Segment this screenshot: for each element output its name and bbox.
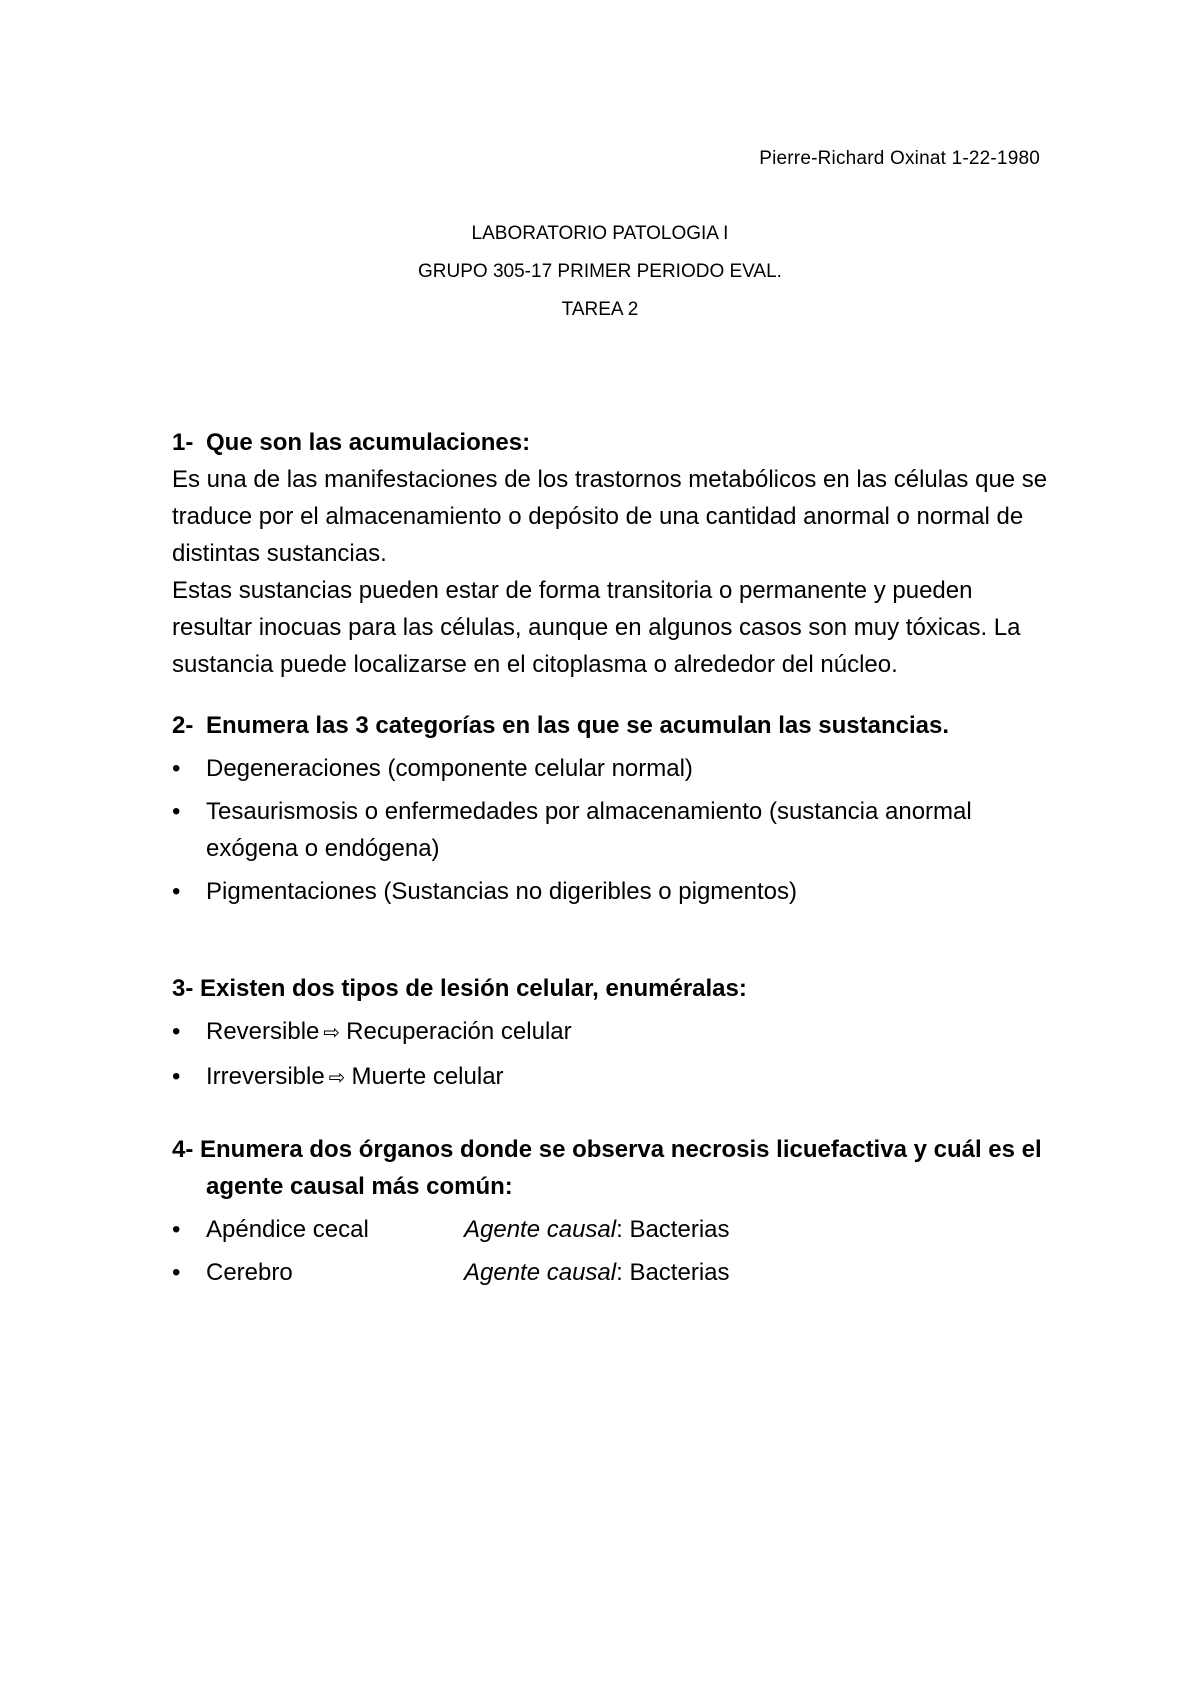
- organ-name: Cerebro: [206, 1259, 293, 1286]
- question-2-list: [172, 750, 1052, 910]
- arrow-right-icon: ⇨: [328, 1067, 346, 1089]
- question-2-number: 2-: [172, 712, 194, 739]
- list-item: [172, 1211, 1052, 1248]
- question-2-title: [172, 707, 1052, 744]
- bullet-icon: •: [172, 755, 181, 782]
- question-4-title: 4- Enumera dos órganos donde se observa necrosis licuefactiva y cuál es el agente causal más común:: [172, 1136, 1042, 1200]
- agent-value: Bacterias: [629, 1259, 730, 1286]
- question-1-answer-paragraph-2: Estas sustancias pueden estar de forma transitoria o permanente y pueden resultar inocuas para las células, aunque en algunos casos son muy tóxicas. La sustancia puede localizarse en el citoplasma o alrededor del núcleo.: [172, 577, 1021, 678]
- agent-separator: :: [616, 1259, 630, 1286]
- author-line: Pierre-Richard Oxinat 1-22-1980: [759, 148, 1040, 169]
- bullet-icon: •: [172, 1259, 181, 1286]
- list-item-text: Degeneraciones (componente celular normal): [206, 755, 693, 782]
- question-1-answer-paragraph-1: Es una de las manifestaciones de los trastornos metabólicos en las células que se traduce por el almacenamiento o depósito de una cantidad anormal o normal de distintas sustancias.: [172, 466, 1048, 567]
- lesion-type: Irreversible: [206, 1063, 325, 1090]
- question-1-text: Que son las acumulaciones:: [206, 429, 531, 456]
- list-item: [172, 750, 1052, 787]
- agent-separator: :: [616, 1216, 630, 1243]
- list-item: [172, 873, 1052, 910]
- assignment-title: TAREA 2: [561, 299, 639, 320]
- arrow-right-icon: ⇨: [323, 1022, 341, 1044]
- list-item: [172, 1013, 1052, 1052]
- agent-label: Agente causal: [464, 1216, 617, 1243]
- bullet-icon: •: [172, 878, 181, 905]
- question-1-title: [172, 424, 1052, 461]
- bullet-icon: •: [172, 1063, 181, 1090]
- lesion-type: Reversible: [206, 1018, 320, 1045]
- document-body: [172, 424, 1052, 1297]
- question-1: [172, 424, 1052, 683]
- question-1-number: 1-: [172, 429, 194, 456]
- question-3-list: [172, 1013, 1052, 1097]
- bullet-icon: •: [172, 1018, 181, 1045]
- question-2: [172, 707, 1052, 910]
- list-item-text: Tesaurismosis o enfermedades por almacenamiento (sustancia anormal exógena o endógena): [206, 798, 972, 862]
- question-2-text: Enumera las 3 categorías en las que se acumulan las sustancias.: [206, 712, 950, 739]
- group-title: GRUPO 305-17 PRIMER PERIODO EVAL.: [418, 261, 782, 282]
- course-title: LABORATORIO PATOLOGIA I: [471, 223, 729, 244]
- question-4: [172, 1131, 1052, 1291]
- bullet-icon: •: [172, 1216, 181, 1243]
- list-item-text: Pigmentaciones (Sustancias no digeribles o pigmentos): [206, 878, 797, 905]
- list-item: [172, 1058, 1052, 1097]
- lesion-result: Recuperación celular: [346, 1018, 572, 1045]
- question-3-title: 3- Existen dos tipos de lesión celular, enuméralas:: [172, 975, 747, 1002]
- agent-value: Bacterias: [629, 1216, 730, 1243]
- organ-name: Apéndice cecal: [206, 1216, 369, 1243]
- list-item: [172, 1254, 1052, 1291]
- question-3: [172, 970, 1052, 1097]
- question-4-list: [172, 1211, 1052, 1291]
- lesion-result: Muerte celular: [351, 1063, 504, 1090]
- bullet-icon: •: [172, 798, 181, 825]
- list-item: [172, 793, 1052, 867]
- title-block: [0, 220, 1200, 334]
- agent-label: Agente causal: [464, 1259, 617, 1286]
